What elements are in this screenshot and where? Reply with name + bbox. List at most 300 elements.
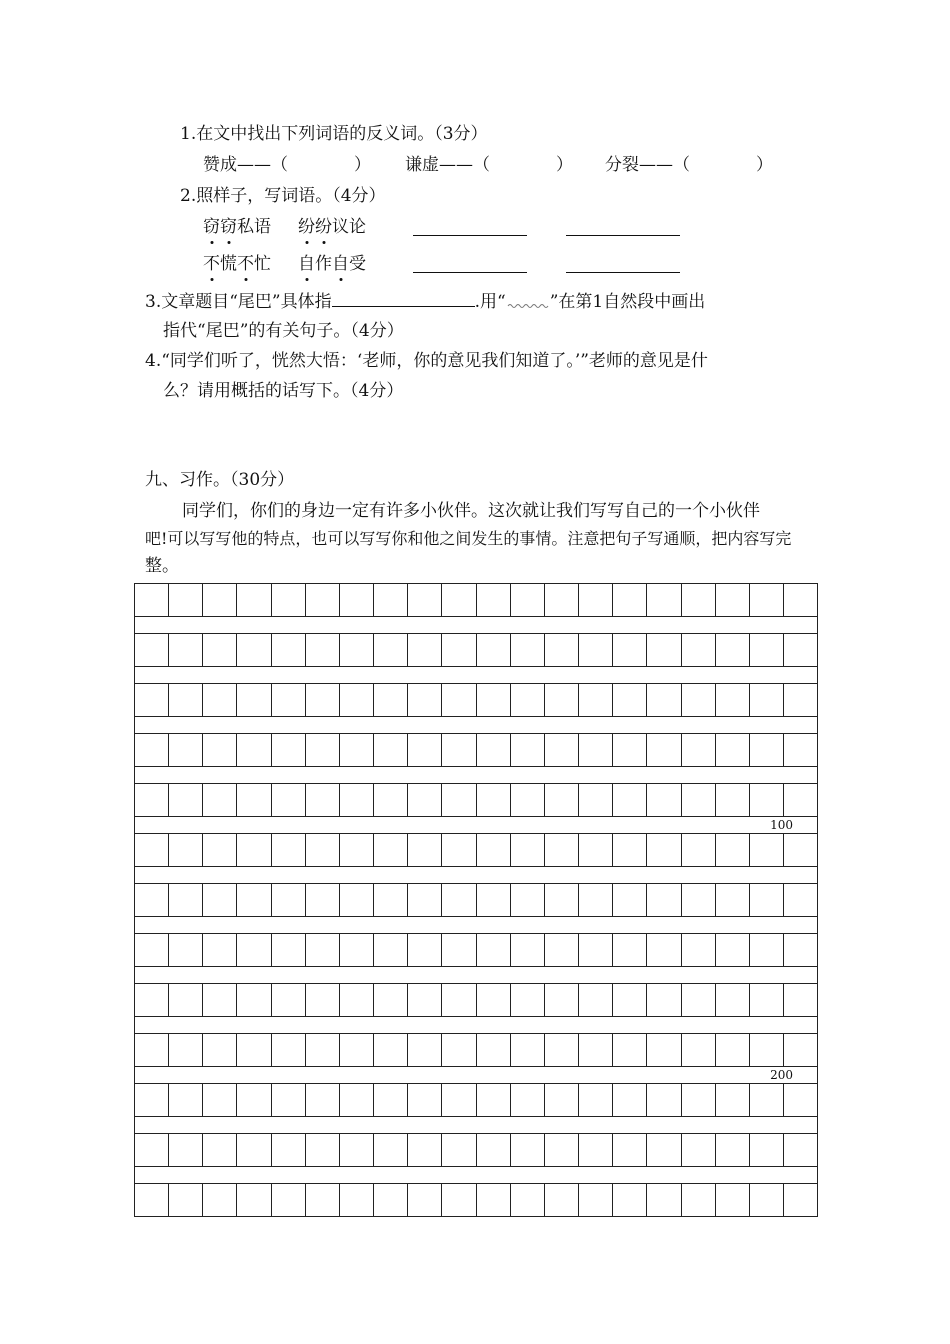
grid-cell[interactable] [408, 634, 442, 666]
grid-cell[interactable] [750, 1084, 784, 1116]
grid-cell[interactable] [579, 1134, 613, 1166]
grid-cell[interactable] [477, 884, 511, 916]
grid-cell[interactable] [682, 684, 716, 716]
grid-cell[interactable] [408, 1184, 442, 1216]
grid-cell[interactable] [340, 1084, 374, 1116]
grid-cell[interactable] [374, 1034, 408, 1066]
grid-cell[interactable] [647, 934, 681, 966]
grid-cell[interactable] [579, 684, 613, 716]
grid-cell[interactable] [237, 684, 271, 716]
grid-cell[interactable] [750, 784, 784, 816]
emphasis-dot [332, 255, 349, 275]
grid-cell[interactable] [203, 634, 237, 666]
grid-cell[interactable] [784, 984, 818, 1016]
grid-cell[interactable] [716, 584, 750, 616]
grid-cell[interactable] [613, 634, 647, 666]
grid-cell[interactable] [477, 1034, 511, 1066]
grid-cell[interactable] [306, 934, 340, 966]
grid-cell[interactable] [203, 784, 237, 816]
grid-cell[interactable] [408, 934, 442, 966]
grid-cell[interactable] [682, 984, 716, 1016]
grid-cell[interactable] [647, 1184, 681, 1216]
grid-row-gap [134, 767, 818, 783]
grid-cell[interactable] [784, 684, 818, 716]
grid-cell[interactable] [374, 584, 408, 616]
grid-cell[interactable] [374, 934, 408, 966]
grid-cell[interactable] [203, 834, 237, 866]
grid-cell[interactable] [442, 1084, 476, 1116]
grid-cell[interactable] [784, 1084, 818, 1116]
grid-cell[interactable] [613, 1134, 647, 1166]
grid-cell[interactable] [442, 934, 476, 966]
q2-answer-line-2[interactable] [566, 234, 680, 236]
grid-cell[interactable] [442, 1034, 476, 1066]
grid-cell[interactable] [579, 1084, 613, 1116]
grid-cell[interactable] [237, 1134, 271, 1166]
grid-cell[interactable] [237, 734, 271, 766]
grid-cell[interactable] [682, 734, 716, 766]
grid-cell[interactable] [272, 1034, 306, 1066]
grid-cell[interactable] [169, 584, 203, 616]
grid-cell[interactable] [613, 1084, 647, 1116]
grid-cell[interactable] [545, 784, 579, 816]
grid-cell[interactable] [169, 734, 203, 766]
grid-cell[interactable] [272, 1134, 306, 1166]
grid-cell[interactable] [237, 1034, 271, 1066]
grid-cell[interactable] [784, 1134, 818, 1166]
grid-cell[interactable] [716, 784, 750, 816]
grid-cell[interactable] [237, 984, 271, 1016]
grid-cell[interactable] [374, 834, 408, 866]
grid-cell[interactable] [784, 584, 818, 616]
grid-cell[interactable] [477, 584, 511, 616]
grid-cell[interactable] [272, 834, 306, 866]
grid-cell[interactable] [340, 734, 374, 766]
grid-cell[interactable] [682, 1034, 716, 1066]
grid-cell[interactable] [647, 734, 681, 766]
grid-cell[interactable] [682, 634, 716, 666]
grid-cell[interactable] [613, 984, 647, 1016]
grid-cell[interactable] [135, 684, 169, 716]
grid-cell[interactable] [272, 734, 306, 766]
grid-cell[interactable] [306, 1084, 340, 1116]
grid-cell[interactable] [340, 784, 374, 816]
grid-cell[interactable] [579, 734, 613, 766]
grid-cell[interactable] [169, 1034, 203, 1066]
q3-line-2: 指代“尾巴”的有关句子。（4分） [163, 321, 404, 341]
grid-cell[interactable] [169, 784, 203, 816]
grid-cell[interactable] [135, 984, 169, 1016]
grid-row-gap [134, 617, 818, 633]
grid-cell[interactable] [340, 1034, 374, 1066]
grid-cell[interactable] [237, 1084, 271, 1116]
grid-cell[interactable] [716, 1184, 750, 1216]
grid-cell[interactable] [135, 1034, 169, 1066]
grid-cell[interactable] [169, 834, 203, 866]
grid-cell[interactable] [442, 784, 476, 816]
grid-cell[interactable] [647, 634, 681, 666]
grid-cell[interactable] [306, 1034, 340, 1066]
grid-cell[interactable] [135, 934, 169, 966]
grid-cell[interactable] [682, 1184, 716, 1216]
grid-cell[interactable] [750, 934, 784, 966]
q3-line-1: 3.文章题目“尾巴”具体指 .用“ ”在第1自然段中画出 [145, 292, 706, 312]
grid-cell[interactable] [784, 834, 818, 866]
grid-cell[interactable] [169, 934, 203, 966]
grid-cell[interactable] [545, 684, 579, 716]
grid-cell[interactable] [442, 634, 476, 666]
grid-cell[interactable] [750, 584, 784, 616]
q2-example-1b: 纷纷议论 [298, 217, 366, 237]
grid-cell[interactable] [647, 684, 681, 716]
grid-cell[interactable] [169, 634, 203, 666]
grid-cell[interactable] [579, 984, 613, 1016]
grid-cell[interactable] [716, 884, 750, 916]
grid-cell[interactable] [408, 584, 442, 616]
grid-cell[interactable] [135, 634, 169, 666]
grid-row [134, 833, 818, 867]
grid-cell[interactable] [716, 834, 750, 866]
grid-cell[interactable] [272, 984, 306, 1016]
grid-cell[interactable] [442, 984, 476, 1016]
grid-cell[interactable] [716, 1134, 750, 1166]
grid-cell[interactable] [169, 984, 203, 1016]
grid-cell[interactable] [135, 784, 169, 816]
grid-cell[interactable] [716, 984, 750, 1016]
grid-row-gap [134, 1067, 818, 1083]
grid-cell[interactable] [135, 1084, 169, 1116]
grid-cell[interactable] [613, 1034, 647, 1066]
grid-cell[interactable] [374, 734, 408, 766]
grid-cell[interactable] [579, 884, 613, 916]
grid-cell[interactable] [169, 1184, 203, 1216]
grid-cell[interactable] [750, 1134, 784, 1166]
grid-cell[interactable] [135, 1134, 169, 1166]
grid-cell[interactable] [784, 884, 818, 916]
grid-cell[interactable] [306, 884, 340, 916]
grid-cell[interactable] [477, 734, 511, 766]
q1-title: 1.在文中找出下列词语的反义词。（3分） [180, 124, 488, 144]
grid-cell[interactable] [408, 984, 442, 1016]
grid-cell[interactable] [511, 584, 545, 616]
grid-cell[interactable] [579, 634, 613, 666]
grid-cell[interactable] [579, 584, 613, 616]
grid-cell[interactable] [579, 834, 613, 866]
grid-cell[interactable] [374, 634, 408, 666]
q2-answer-line-4[interactable] [566, 271, 680, 273]
grid-cell[interactable] [306, 784, 340, 816]
grid-cell[interactable] [135, 834, 169, 866]
grid-cell[interactable] [511, 734, 545, 766]
grid-cell[interactable] [272, 934, 306, 966]
grid-cell[interactable] [442, 684, 476, 716]
grid-cell[interactable] [272, 884, 306, 916]
grid-cell[interactable] [408, 784, 442, 816]
q2-example-1a: 窃窃私语 [203, 217, 271, 237]
grid-cell[interactable] [682, 884, 716, 916]
grid-cell[interactable] [545, 584, 579, 616]
grid-row [134, 1133, 818, 1167]
grid-cell[interactable] [237, 884, 271, 916]
grid-cell[interactable] [374, 1134, 408, 1166]
grid-cell[interactable] [579, 784, 613, 816]
grid-cell[interactable] [613, 834, 647, 866]
grid-cell[interactable] [511, 1184, 545, 1216]
grid-row-gap [134, 817, 818, 833]
grid-cell[interactable] [272, 684, 306, 716]
q9-prompt-line-3: 整。 [145, 556, 179, 576]
grid-cell[interactable] [511, 884, 545, 916]
grid-row [134, 883, 818, 917]
grid-cell[interactable] [340, 884, 374, 916]
grid-cell[interactable] [613, 784, 647, 816]
grid-cell[interactable] [169, 684, 203, 716]
grid-cell[interactable] [647, 984, 681, 1016]
grid-cell[interactable] [169, 1134, 203, 1166]
grid-cell[interactable] [613, 884, 647, 916]
grid-cell[interactable] [545, 1134, 579, 1166]
grid-cell[interactable] [511, 1134, 545, 1166]
grid-cell[interactable] [169, 884, 203, 916]
grid-cell[interactable] [306, 1134, 340, 1166]
grid-cell[interactable] [477, 684, 511, 716]
grid-cell[interactable] [442, 734, 476, 766]
grid-cell[interactable] [442, 834, 476, 866]
grid-cell[interactable] [477, 984, 511, 1016]
grid-cell[interactable] [237, 784, 271, 816]
grid-row-gap [134, 717, 818, 733]
grid-cell[interactable] [272, 634, 306, 666]
grid-row [134, 633, 818, 667]
grid-cell[interactable] [306, 984, 340, 1016]
emphasis-dot [298, 255, 315, 275]
grid-cell[interactable] [613, 1184, 647, 1216]
grid-row [134, 1083, 818, 1117]
grid-cell[interactable] [579, 934, 613, 966]
grid-row [134, 583, 818, 617]
grid-cell[interactable] [135, 734, 169, 766]
q2-answer-line-3[interactable] [413, 271, 527, 273]
q9-prompt-line-2: 吧!可以写写他的特点，也可以写写你和他之间发生的事情。注意把句子写通顺，把内容写完 [145, 529, 792, 548]
grid-cell[interactable] [203, 884, 237, 916]
grid-cell[interactable] [750, 984, 784, 1016]
grid-cell[interactable] [408, 834, 442, 866]
grid-cell[interactable] [477, 1134, 511, 1166]
grid-cell[interactable] [442, 584, 476, 616]
q2-example-2b: 自作自受 [298, 254, 366, 274]
grid-cell[interactable] [647, 884, 681, 916]
grid-cell[interactable] [784, 784, 818, 816]
grid-cell[interactable] [511, 984, 545, 1016]
grid-cell[interactable] [545, 834, 579, 866]
grid-cell[interactable] [511, 934, 545, 966]
grid-cell[interactable] [272, 784, 306, 816]
q4-line-1: 4.“同学们听了，恍然大悟：‘老师，你的意见我们知道了。’”老师的意见是什 [145, 351, 708, 371]
grid-cell[interactable] [716, 1034, 750, 1066]
grid-cell[interactable] [237, 934, 271, 966]
grid-cell[interactable] [579, 1184, 613, 1216]
grid-cell[interactable] [545, 1184, 579, 1216]
grid-cell[interactable] [374, 1084, 408, 1116]
grid-cell[interactable] [306, 584, 340, 616]
grid-row [134, 1183, 818, 1217]
grid-row-gap [134, 867, 818, 883]
grid-cell[interactable] [613, 734, 647, 766]
grid-cell[interactable] [750, 1184, 784, 1216]
grid-cell[interactable] [203, 584, 237, 616]
grid-row [134, 1033, 818, 1067]
grid-cell[interactable] [511, 634, 545, 666]
grid-cell[interactable] [750, 1034, 784, 1066]
grid-cell[interactable] [374, 884, 408, 916]
grid-cell[interactable] [784, 734, 818, 766]
grid-cell[interactable] [545, 984, 579, 1016]
grid-cell[interactable] [340, 934, 374, 966]
grid-cell[interactable] [682, 934, 716, 966]
word-count-mark: 100 [770, 818, 793, 832]
grid-cell[interactable] [716, 634, 750, 666]
grid-cell[interactable] [203, 984, 237, 1016]
q1-item-2-word: 谦虚——（ [405, 155, 490, 175]
grid-cell[interactable] [647, 834, 681, 866]
composition-grid[interactable] [134, 583, 818, 1217]
grid-cell[interactable] [374, 684, 408, 716]
grid-cell[interactable] [545, 634, 579, 666]
grid-cell[interactable] [408, 684, 442, 716]
grid-cell[interactable] [340, 1184, 374, 1216]
grid-cell[interactable] [408, 1134, 442, 1166]
grid-cell[interactable] [647, 1134, 681, 1166]
grid-cell[interactable] [647, 584, 681, 616]
grid-cell[interactable] [203, 1134, 237, 1166]
word-count-mark: 200 [770, 1068, 793, 1082]
grid-cell[interactable] [203, 1084, 237, 1116]
grid-cell[interactable] [237, 834, 271, 866]
grid-cell[interactable] [237, 584, 271, 616]
grid-cell[interactable] [135, 884, 169, 916]
grid-cell[interactable] [340, 1134, 374, 1166]
grid-cell[interactable] [203, 1034, 237, 1066]
grid-cell[interactable] [306, 1184, 340, 1216]
grid-row [134, 733, 818, 767]
grid-cell[interactable] [750, 734, 784, 766]
grid-row [134, 983, 818, 1017]
grid-cell[interactable] [442, 884, 476, 916]
grid-cell[interactable] [237, 634, 271, 666]
grid-cell[interactable] [511, 1084, 545, 1116]
grid-cell[interactable] [135, 584, 169, 616]
grid-cell[interactable] [374, 984, 408, 1016]
grid-cell[interactable] [135, 1184, 169, 1216]
grid-cell[interactable] [306, 684, 340, 716]
grid-cell[interactable] [511, 1034, 545, 1066]
q2-answer-line-1[interactable] [413, 234, 527, 236]
wavy-underline-icon [506, 291, 550, 307]
grid-cell[interactable] [203, 1184, 237, 1216]
grid-cell[interactable] [579, 1034, 613, 1066]
grid-cell[interactable] [237, 1184, 271, 1216]
q1-item-2: 谦虚——（ ） [405, 155, 573, 175]
grid-cell[interactable] [408, 734, 442, 766]
grid-cell[interactable] [613, 684, 647, 716]
grid-cell[interactable] [682, 1084, 716, 1116]
grid-cell[interactable] [511, 784, 545, 816]
grid-cell[interactable] [477, 1084, 511, 1116]
grid-row-gap [134, 917, 818, 933]
grid-cell[interactable] [750, 884, 784, 916]
grid-cell[interactable] [272, 1184, 306, 1216]
grid-cell[interactable] [545, 1034, 579, 1066]
grid-cell[interactable] [682, 1134, 716, 1166]
grid-cell[interactable] [203, 934, 237, 966]
grid-cell[interactable] [442, 1184, 476, 1216]
grid-cell[interactable] [716, 1084, 750, 1116]
grid-cell[interactable] [750, 834, 784, 866]
grid-cell[interactable] [477, 784, 511, 816]
grid-cell[interactable] [340, 834, 374, 866]
grid-cell[interactable] [784, 634, 818, 666]
grid-cell[interactable] [682, 834, 716, 866]
grid-cell[interactable] [716, 734, 750, 766]
grid-cell[interactable] [169, 1084, 203, 1116]
grid-cell[interactable] [682, 584, 716, 616]
grid-cell[interactable] [340, 634, 374, 666]
grid-cell[interactable] [545, 734, 579, 766]
grid-cell[interactable] [306, 634, 340, 666]
grid-cell[interactable] [613, 934, 647, 966]
grid-cell[interactable] [306, 734, 340, 766]
grid-cell[interactable] [545, 884, 579, 916]
grid-cell[interactable] [750, 684, 784, 716]
grid-cell[interactable] [682, 784, 716, 816]
grid-cell[interactable] [374, 1184, 408, 1216]
grid-cell[interactable] [750, 634, 784, 666]
grid-cell[interactable] [613, 584, 647, 616]
grid-cell[interactable] [408, 884, 442, 916]
grid-cell[interactable] [647, 784, 681, 816]
grid-cell[interactable] [647, 1084, 681, 1116]
grid-cell[interactable] [647, 1034, 681, 1066]
grid-cell[interactable] [477, 834, 511, 866]
grid-cell[interactable] [340, 984, 374, 1016]
grid-cell[interactable] [477, 934, 511, 966]
grid-cell[interactable] [784, 1184, 818, 1216]
grid-cell[interactable] [716, 934, 750, 966]
grid-cell[interactable] [784, 934, 818, 966]
grid-cell[interactable] [272, 584, 306, 616]
grid-cell[interactable] [477, 1184, 511, 1216]
q1-item-3: 分裂——（ ） [605, 155, 773, 175]
grid-cell[interactable] [408, 1084, 442, 1116]
grid-cell[interactable] [545, 934, 579, 966]
grid-cell[interactable] [545, 1084, 579, 1116]
grid-cell[interactable] [272, 1084, 306, 1116]
grid-cell[interactable] [203, 684, 237, 716]
q3-answer-blank[interactable] [332, 290, 475, 307]
grid-cell[interactable] [477, 634, 511, 666]
grid-cell[interactable] [442, 1134, 476, 1166]
grid-cell[interactable] [511, 684, 545, 716]
grid-cell[interactable] [340, 684, 374, 716]
grid-cell[interactable] [716, 684, 750, 716]
grid-cell[interactable] [340, 584, 374, 616]
grid-cell[interactable] [203, 734, 237, 766]
grid-cell[interactable] [511, 834, 545, 866]
grid-cell[interactable] [306, 834, 340, 866]
grid-cell[interactable] [374, 784, 408, 816]
grid-cell[interactable] [784, 1034, 818, 1066]
grid-cell[interactable] [408, 1034, 442, 1066]
